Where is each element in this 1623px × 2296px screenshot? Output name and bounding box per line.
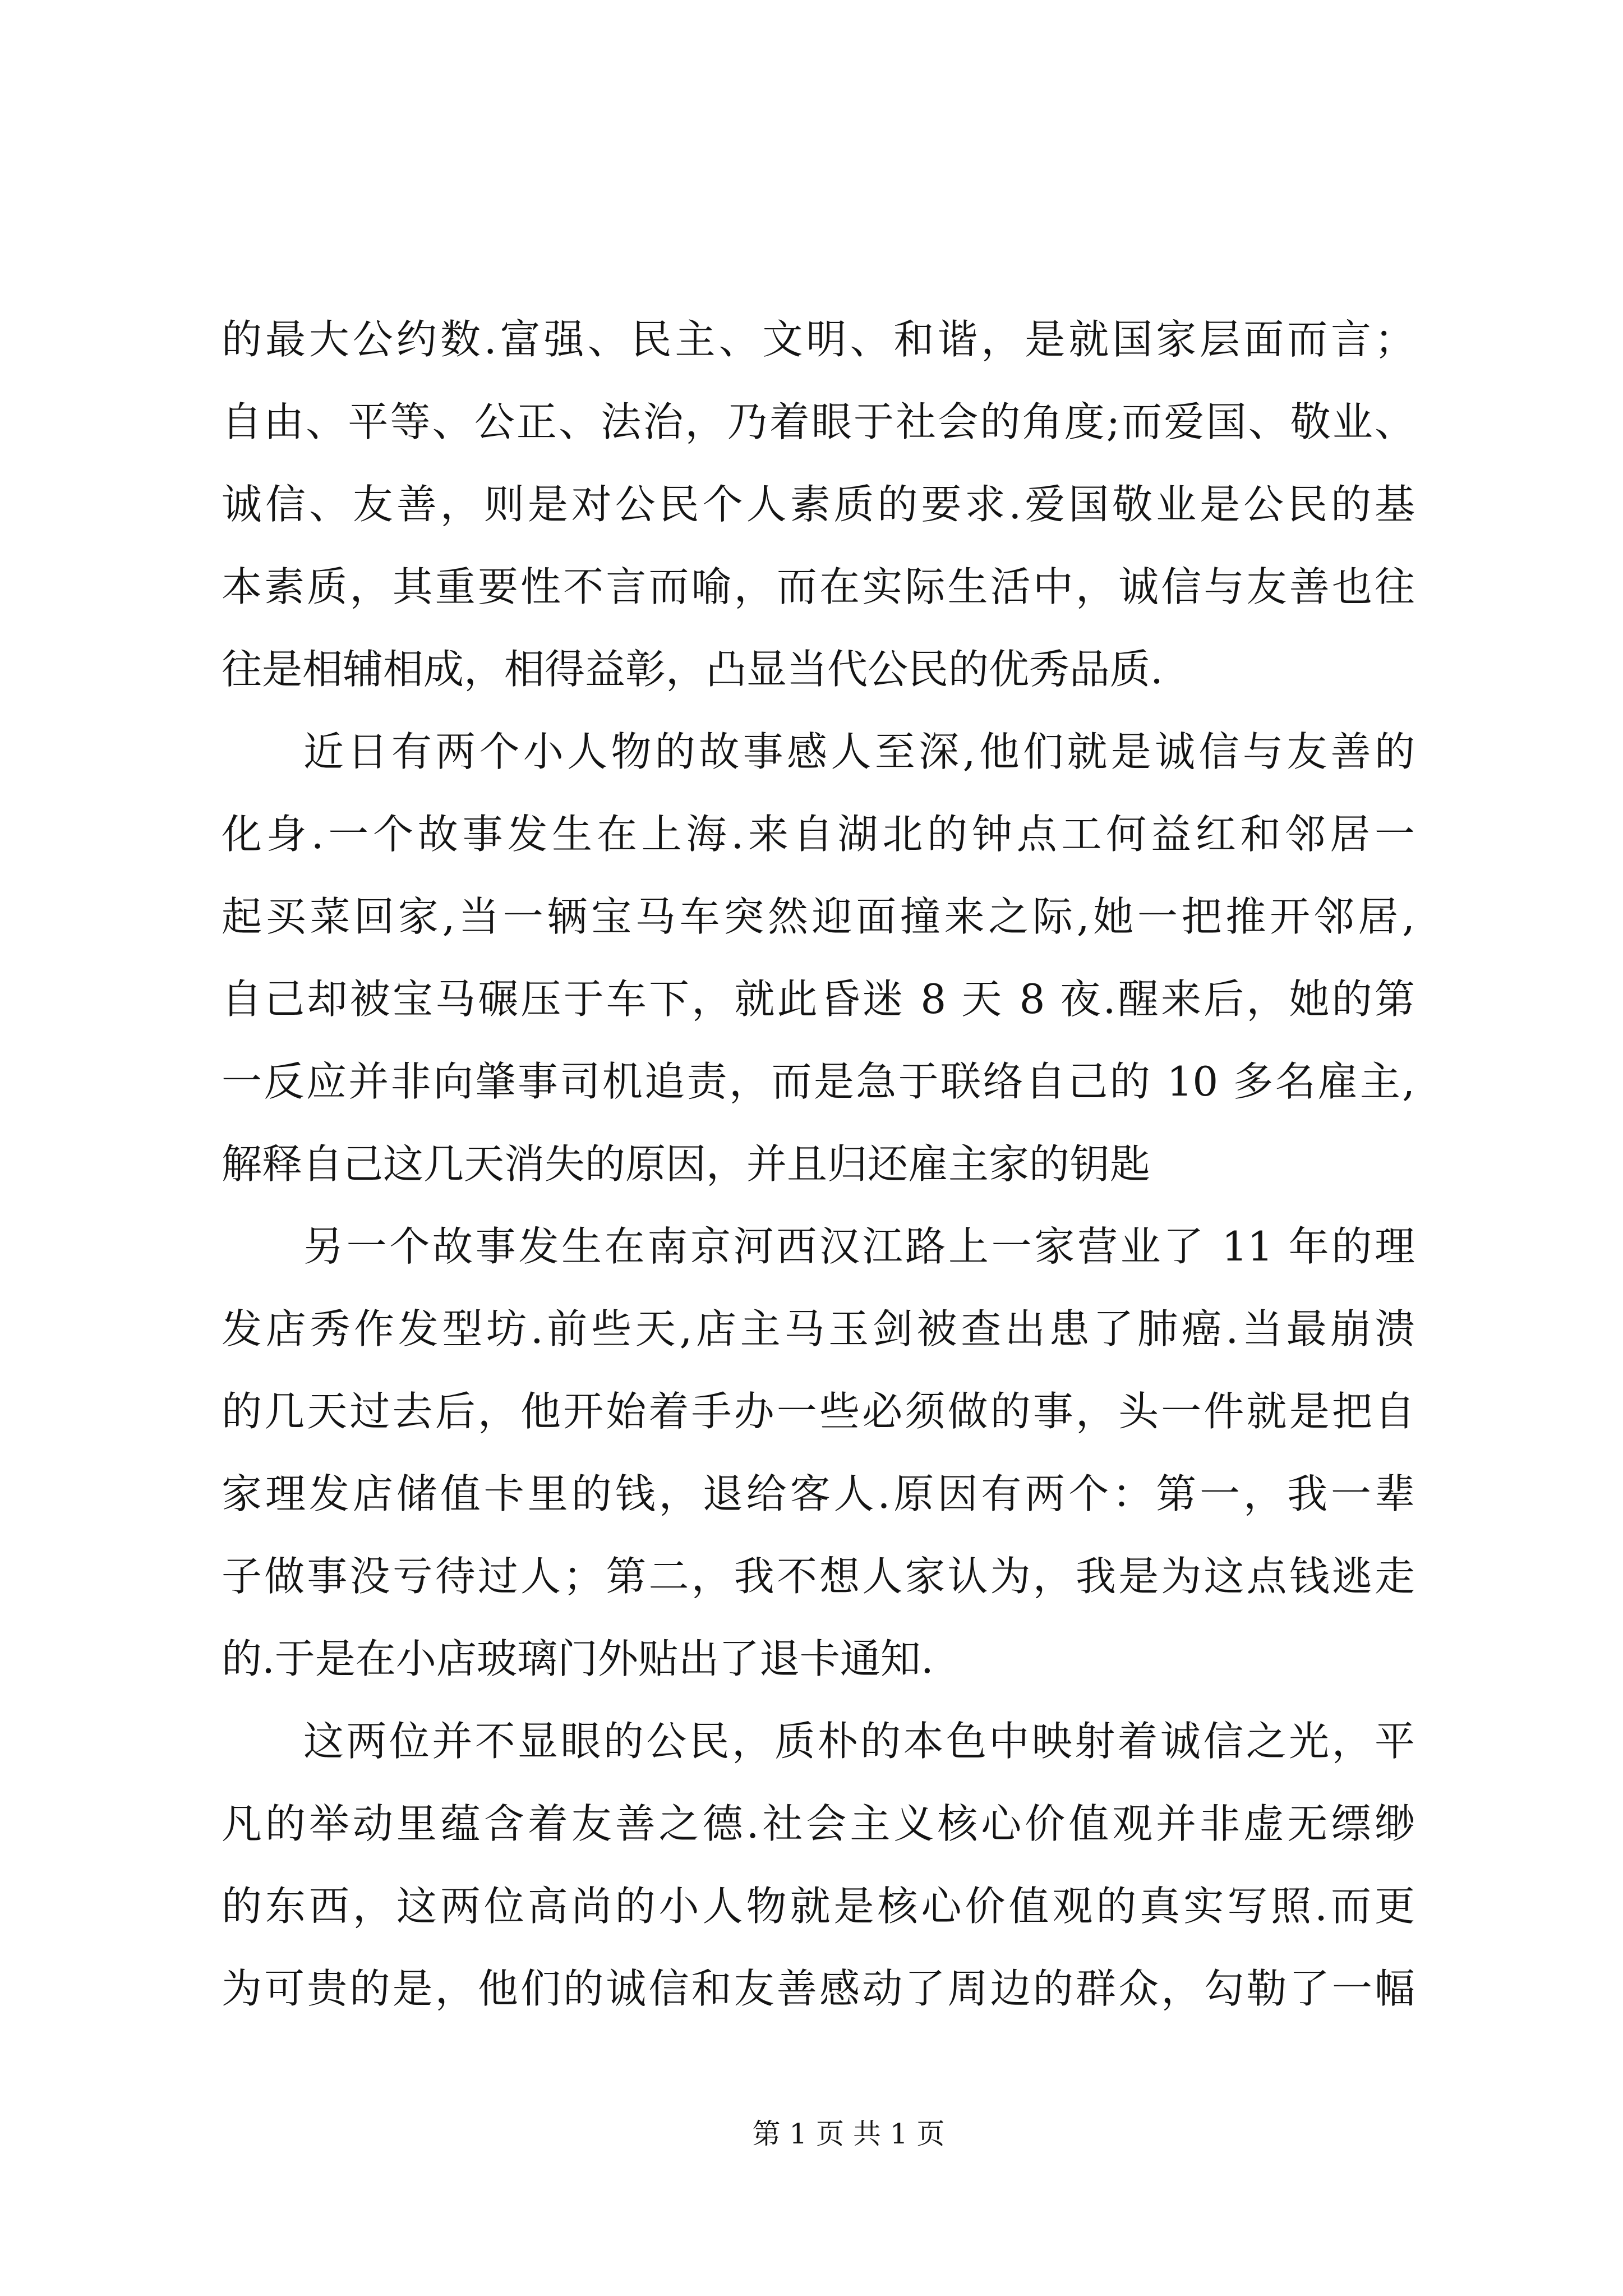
text-line: 的最大公约数.富强、民主、文明、和谐，是就国家层面而言；: [222, 316, 1415, 363]
text-line: 诚信、友善，则是对公民个人素质的要求.爱国敬业是公民的基: [222, 481, 1415, 528]
text-line: 一反应并非向肇事司机追责，而是急于联络自己的 10 多名雇主,: [222, 1058, 1415, 1105]
text-line: 凡的举动里蕴含着友善之德.社会主义核心价值观并非虚无缥缈: [222, 1800, 1415, 1847]
text-line: 化身.一个故事发生在上海.来自湖北的钟点工何益红和邻居一: [222, 811, 1415, 858]
text-line: 解释自己这几天消失的原因，并且归还雇主家的钥匙: [222, 1140, 1151, 1188]
text-line: 的东西，这两位高尚的小人物就是核心价值观的真实写照.而更: [222, 1883, 1415, 1930]
text-line: 自由、平等、公正、法治，乃着眼于社会的角度;而爱国、敬业、: [222, 398, 1415, 445]
paragraph: [222, 711, 1415, 1205]
paragraph: [222, 1205, 1415, 1700]
text-line: 自己却被宝马碾压于车下，就此昏迷 8 天 8 夜.醒来后，她的第: [222, 976, 1415, 1023]
text-line: 家理发店储值卡里的钱，退给客人.原因有两个：第一，我一辈: [222, 1470, 1415, 1517]
paragraph: [222, 298, 1415, 711]
page-number-footer: 第 1 页 共 1 页: [752, 2118, 945, 2150]
text-line: 近日有两个小人物的故事感人至深,他们就是诚信与友善的: [303, 728, 1415, 775]
text-line: 往是相辅相成，相得益彰，凸显当代公民的优秀品质.: [222, 646, 1163, 693]
paragraph: [222, 1700, 1415, 2030]
text-line: 的几天过去后，他开始着手办一些必须做的事，头一件就是把自: [222, 1388, 1415, 1435]
text-line: 发店秀作发型坊.前些天,店主马玉剑被查出患了肺癌.当最崩溃: [222, 1305, 1415, 1352]
text-line: 的.于是在小店玻璃门外贴出了退卡通知.: [222, 1635, 934, 1682]
text-line: 为可贵的是，他们的诚信和友善感动了周边的群众，勾勒了一幅: [222, 1965, 1415, 2012]
text-line: 另一个故事发生在南京河西汉江路上一家营业了 11 年的理: [303, 1223, 1415, 1270]
text-line: 起买菜回家,当一辆宝马车突然迎面撞来之际,她一把推开邻居,: [222, 893, 1415, 940]
document-body: [222, 298, 1415, 2030]
text-line: 本素质，其重要性不言而喻，而在实际生活中，诚信与友善也往: [222, 563, 1415, 610]
text-line: 这两位并不显眼的公民，质朴的本色中映射着诚信之光，平: [303, 1718, 1415, 1765]
text-line: 子做事没亏待过人；第二，我不想人家认为，我是为这点钱逃走: [222, 1553, 1415, 1600]
